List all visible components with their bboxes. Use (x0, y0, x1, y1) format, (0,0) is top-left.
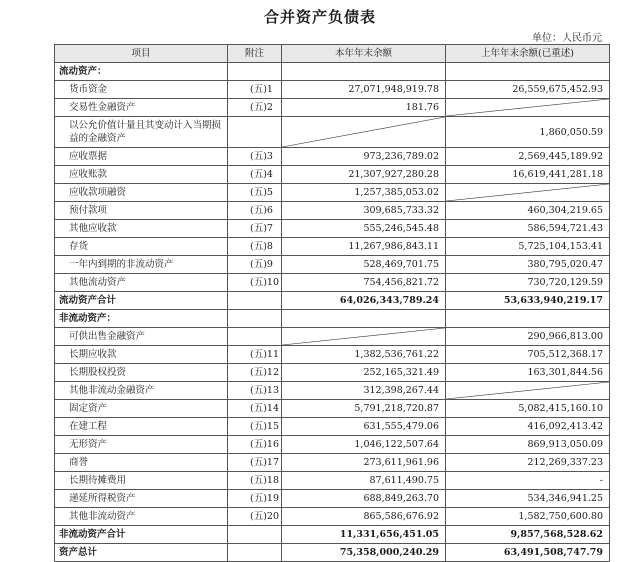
header-current-year: 本年年末余额 (282, 45, 446, 63)
row-note: (五)3 (228, 148, 282, 166)
row-note: (五)20 (228, 508, 282, 526)
prior-year-value: 869,913,050.09 (446, 436, 610, 454)
current-year-value: 27,071,948,919.78 (282, 81, 446, 99)
row-label: 长期应收款 (55, 346, 228, 364)
row-note: (五)6 (228, 202, 282, 220)
row-note: (五)7 (228, 220, 282, 238)
current-year-value (282, 328, 446, 346)
header-note: 附注 (228, 45, 282, 63)
current-year-value: 21,307,927,280.28 (282, 166, 446, 184)
row-note (228, 63, 282, 81)
total-row (55, 544, 610, 562)
prior-year-value: 534,346,941.25 (446, 490, 610, 508)
prior-year-value: 460,304,219.65 (446, 202, 610, 220)
row-label: 商誉 (55, 454, 228, 472)
prior-year-value: 1,860,050.59 (446, 117, 610, 148)
table-row (55, 256, 610, 274)
row-note (228, 328, 282, 346)
row-note: (五)11 (228, 346, 282, 364)
current-year-value (282, 117, 446, 148)
prior-year-value (446, 310, 610, 328)
section-header-row (55, 310, 610, 328)
current-year-value: 252,165,321.49 (282, 364, 446, 382)
prior-year-value: 705,512,368.17 (446, 346, 610, 364)
prior-year-value: 1,582,750,600.80 (446, 508, 610, 526)
current-year-value: 865,586,676.92 (282, 508, 446, 526)
row-note: (五)19 (228, 490, 282, 508)
prior-year-value: 730,720,129.59 (446, 274, 610, 292)
row-note (228, 544, 282, 562)
row-note: (五)18 (228, 472, 282, 490)
page-title: 合并资产负债表 (263, 8, 376, 26)
current-year-value: 631,555,479.06 (282, 418, 446, 436)
table-row (55, 220, 610, 238)
current-year-value (282, 310, 446, 328)
row-label: 其他应收款 (55, 220, 228, 238)
row-label: 货币资金 (55, 81, 228, 99)
current-year-value: 181.76 (282, 99, 446, 117)
table-row (55, 400, 610, 418)
current-year-value: 11,331,656,451.05 (282, 526, 446, 544)
prior-year-value: 9,857,568,528.62 (446, 526, 610, 544)
row-note: (五)1 (228, 81, 282, 99)
table-row (55, 202, 610, 220)
row-label: 长期股权投资 (55, 364, 228, 382)
prior-year-value: 53,633,940,219.17 (446, 292, 610, 310)
row-label: 预付款项 (55, 202, 228, 220)
row-label: 非流动资产合计 (55, 526, 228, 544)
current-year-value: 273,611,961.96 (282, 454, 446, 472)
row-label: 长期待摊费用 (55, 472, 228, 490)
table-row (55, 418, 610, 436)
table-row (55, 436, 610, 454)
row-label: 其他非流动资产 (55, 508, 228, 526)
row-note: (五)13 (228, 382, 282, 400)
current-year-value: 309,685,733.32 (282, 202, 446, 220)
row-note (228, 292, 282, 310)
row-note: (五)17 (228, 454, 282, 472)
current-year-value: 75,358,000,240.29 (282, 544, 446, 562)
table-row (55, 117, 610, 148)
current-year-value: 5,791,218,720.87 (282, 400, 446, 418)
current-year-value: 528,469,701.75 (282, 256, 446, 274)
current-year-value: 688,849,263.70 (282, 490, 446, 508)
row-label: 交易性金融资产 (55, 99, 228, 117)
prior-year-value: 5,082,415,160.10 (446, 400, 610, 418)
row-note: (五)10 (228, 274, 282, 292)
table-header-row (55, 45, 610, 63)
row-note (228, 117, 282, 148)
row-label: 应收款项融资 (55, 184, 228, 202)
row-note: (五)2 (228, 99, 282, 117)
prior-year-value (446, 184, 610, 202)
row-label: 流动资产合计 (55, 292, 228, 310)
current-year-value: 64,026,343,789.24 (282, 292, 446, 310)
prior-year-value: 380,795,020.47 (446, 256, 610, 274)
total-row (55, 526, 610, 544)
row-label: 流动资产： (55, 63, 228, 81)
current-year-value: 312,398,267.44 (282, 382, 446, 400)
section-header-row (55, 63, 610, 81)
table-row (55, 364, 610, 382)
row-note: (五)5 (228, 184, 282, 202)
table-row (55, 274, 610, 292)
balance-sheet-table (54, 44, 610, 562)
current-year-value: 11,267,986,843.11 (282, 238, 446, 256)
total-row (55, 292, 610, 310)
prior-year-value: 212,269,337.23 (446, 454, 610, 472)
current-year-value: 87,611,490.75 (282, 472, 446, 490)
prior-year-value: 2,569,445,189.92 (446, 148, 610, 166)
currency-unit: 单位：人民币元 (532, 33, 602, 44)
row-note (228, 310, 282, 328)
prior-year-value: 16,619,441,281.18 (446, 166, 610, 184)
current-year-value: 1,382,536,761.22 (282, 346, 446, 364)
row-label: 在建工程 (55, 418, 228, 436)
row-label: 资产总计 (55, 544, 228, 562)
row-label: 其他非流动金融资产 (55, 382, 228, 400)
prior-year-value: 63,491,508,747.79 (446, 544, 610, 562)
table-row (55, 346, 610, 364)
row-note: (五)14 (228, 400, 282, 418)
prior-year-value (446, 99, 610, 117)
row-note (228, 526, 282, 544)
header-item: 项目 (55, 45, 228, 63)
row-label: 应收票据 (55, 148, 228, 166)
current-year-value (282, 63, 446, 81)
row-label: 固定资产 (55, 400, 228, 418)
table-row (55, 166, 610, 184)
table-row (55, 490, 610, 508)
row-label: 其他流动资产 (55, 274, 228, 292)
prior-year-value: 290,966,813.00 (446, 328, 610, 346)
table-row (55, 81, 610, 99)
row-note: (五)4 (228, 166, 282, 184)
table-row (55, 508, 610, 526)
table-row (55, 472, 610, 490)
current-year-value: 973,236,789.02 (282, 148, 446, 166)
table-row (55, 99, 610, 117)
row-label: 一年内到期的非流动资产 (55, 256, 228, 274)
row-label: 应收账款 (55, 166, 228, 184)
row-note: (五)8 (228, 238, 282, 256)
row-label: 无形资产 (55, 436, 228, 454)
header-prior-year: 上年年末余额(已重述) (446, 45, 610, 63)
current-year-value: 1,046,122,507.64 (282, 436, 446, 454)
row-label: 可供出售金融资产 (55, 328, 228, 346)
table-row (55, 382, 610, 400)
prior-year-value: 416,092,413.42 (446, 418, 610, 436)
row-label: 存货 (55, 238, 228, 256)
table-row (55, 454, 610, 472)
table-row (55, 328, 610, 346)
current-year-value: 1,257,385,053.02 (282, 184, 446, 202)
row-label: 以公允价值计量且其变动计入当期损益的金融资产 (55, 117, 228, 148)
row-label: 非流动资产： (55, 310, 228, 328)
row-note: (五)9 (228, 256, 282, 274)
current-year-value: 555,246,545.48 (282, 220, 446, 238)
table-row (55, 238, 610, 256)
prior-year-value: 586,594,721.43 (446, 220, 610, 238)
prior-year-value: 163,301,844.56 (446, 364, 610, 382)
prior-year-value (446, 63, 610, 81)
table-row (55, 184, 610, 202)
prior-year-value: 5,725,104,153.41 (446, 238, 610, 256)
row-note: (五)16 (228, 436, 282, 454)
prior-year-value (446, 382, 610, 400)
table-body (55, 63, 610, 562)
prior-year-value: 26,559,675,452.93 (446, 81, 610, 99)
row-note: (五)12 (228, 364, 282, 382)
current-year-value: 754,456,821.72 (282, 274, 446, 292)
row-note: (五)15 (228, 418, 282, 436)
prior-year-value: - (446, 472, 610, 490)
table-row (55, 148, 610, 166)
row-label: 递延所得税资产 (55, 490, 228, 508)
